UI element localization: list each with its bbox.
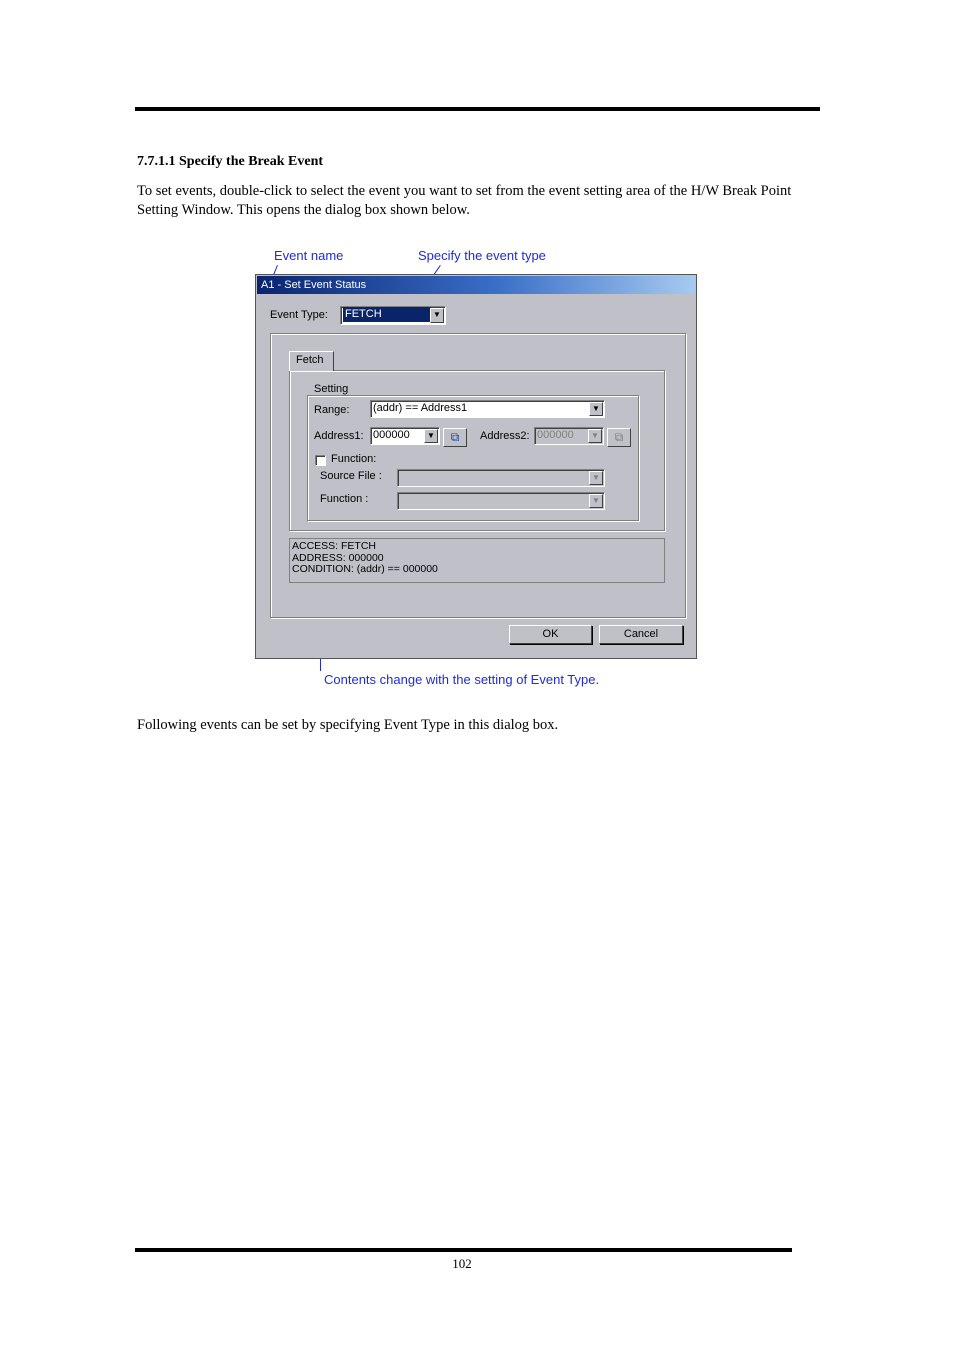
setting-group-label: Setting [314,383,349,395]
chevron-down-icon[interactable]: ▼ [589,471,603,485]
annotation-event-name: Event name [274,248,344,263]
event-type-label: Event Type: [270,309,328,321]
tab-fetch[interactable]: Fetch [289,351,334,371]
section-heading: 7.7.1.1 Specify the Break Event [137,154,324,169]
function-label: Function : [320,493,369,505]
range-label: Range: [314,404,350,416]
summary-line-condition: CONDITION: (addr) == 000000 [292,563,438,575]
cancel-button[interactable]: Cancel [599,625,683,644]
address2-picker-icon[interactable]: ⧉ [607,428,631,447]
annotation-event-type: Specify the event type [418,248,546,263]
annotation-contents: Contents change with the setting of Event Type. [324,672,600,687]
ok-button[interactable]: OK [509,625,592,644]
header-rule [135,107,820,111]
source-file-label: Source File : [320,470,382,482]
chevron-down-icon[interactable]: ▼ [424,429,438,443]
source-file-dropdown[interactable] [397,469,605,487]
function-checkbox-label: Function: [331,453,377,465]
function-checkbox[interactable] [315,455,326,466]
chevron-down-icon[interactable]: ▼ [589,402,603,416]
address2-value: 000000 [537,429,574,441]
event-type-dropdown[interactable] [340,306,446,325]
chevron-down-icon[interactable]: ▼ [588,429,602,443]
address1-combobox[interactable] [370,427,440,445]
intro-paragraph: To set events, double-click to select the event you want to set from the event setting area of the H/W Break Point Setting Window. This opens the dialog box shown below. [137,183,792,218]
event-summary-box [289,538,665,583]
address1-picker-icon[interactable]: ⧉ [443,428,467,447]
address1-value: 000000 [373,429,410,441]
page-number: 102 [452,1256,472,1271]
address1-label: Address1: [314,430,364,442]
address2-label: Address2: [480,430,530,442]
dialog-title-bar: A1 - Set Event Status [257,276,695,294]
summary-line-access: ACCESS: FETCH [292,540,377,552]
followup-paragraph: Following events can be set by specifying Event Type in this dialog box. [137,717,559,733]
range-dropdown[interactable] [370,400,605,418]
address2-combobox[interactable] [534,427,604,445]
summary-line-address: ADDRESS: 000000 [292,551,384,564]
chevron-down-icon[interactable]: ▼ [589,494,603,508]
chevron-down-icon[interactable]: ▼ [430,308,444,323]
set-event-status-dialog [255,274,697,659]
range-value: (addr) == Address1 [373,402,468,414]
function-dropdown[interactable] [397,492,605,510]
footer-rule [135,1248,792,1252]
event-type-value: FETCH [343,307,431,322]
